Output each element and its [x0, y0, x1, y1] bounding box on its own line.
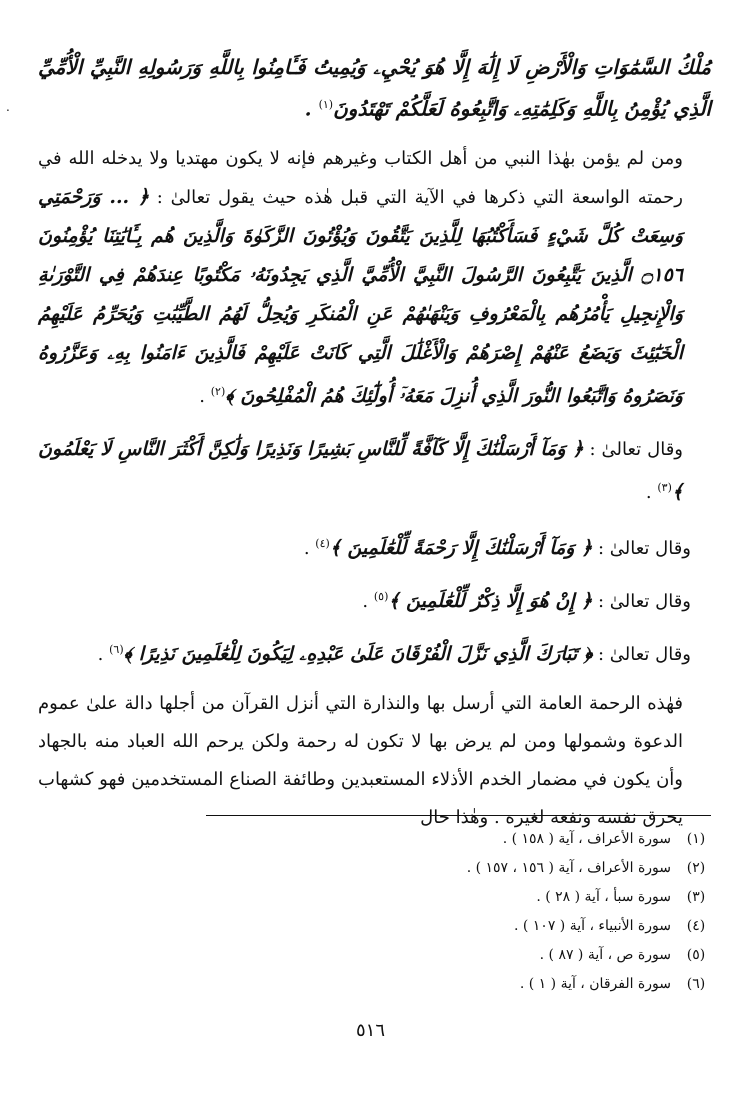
footnote-number: (٦)	[686, 976, 706, 992]
verse-line-6	[38, 632, 711, 673]
paragraph-2-end: .	[645, 481, 658, 503]
footnote-item	[206, 825, 711, 854]
verse-4-lead: وقال تعالىٰ :	[597, 537, 691, 559]
paragraph-1-end: .	[199, 385, 211, 407]
paragraph-2-lead: وقال تعالىٰ :	[589, 438, 683, 460]
quran-quote-4: ﴿ وَمَآ أَرْسَلْنَٰكَ إِلَّا رَحْمَةً لِّلْعَٰلَمِينَ ﴾	[329, 536, 593, 559]
footnote-number: (٣)	[686, 889, 706, 905]
footnote-text: سورة ص ، آية ( ٨٧ ) .	[539, 947, 671, 963]
quran-quote-2: ﴿ وَمَآ أَرْسَلْنَٰكَ إِلَّا كَآفَّةً لِّلنَّاسِ بَشِيرًا وَنَذِيرًا وَلَٰكِنَّ أَكْثَرَ النَّاسِ لَا يَعْلَمُونَ ﴾	[38, 437, 683, 503]
footnote-ref-5: (٥)	[373, 589, 389, 603]
paragraph-3	[38, 685, 711, 837]
main-text	[38, 48, 711, 837]
footnote-ref-3: (٣)	[657, 480, 672, 494]
footnote-text: سورة سبأ ، آية ( ٢٨ ) .	[536, 889, 671, 905]
footnote-ref-4: (٤)	[315, 536, 330, 550]
footnote-ref-1: (١)	[318, 98, 334, 111]
opening-verse	[38, 48, 711, 128]
footnote-item	[206, 912, 711, 941]
footnote-number: (٢)	[686, 860, 706, 876]
quran-quote-5: ﴿ إِنْ هُوَ إِلَّا ذِكْرٌ لِّلْعَٰلَمِينَ ﴾	[388, 589, 593, 612]
footnote-text: سورة الأعراف ، آية ( ١٥٨ ) .	[502, 831, 671, 847]
footnote-item	[206, 854, 711, 883]
verse-6-end: .	[97, 643, 110, 665]
page-number: ٥١٦	[355, 1020, 385, 1041]
paragraph-1	[38, 140, 711, 416]
footnote-ref-6: (٦)	[109, 642, 124, 656]
verse-line-5	[38, 579, 711, 620]
footnote-text: سورة الأنبياء ، آية ( ١٠٧ ) .	[513, 918, 671, 934]
footnote-number: (٥)	[686, 947, 706, 963]
paragraph-3-text: فهٰذه الرحمة العامة التي أرسل بها والنذارة التي أنزل القرآن من أجلها دالة علىٰ عموم الدعوة وشمولها ومن لم يرض بها لا تكون له رحمة ولكن يرحم الله العباد منه بالجهاد وأن يكون في مضمار الخدم الأذلاء المستعبدين وطائفة الصناع المستخدمين فهو كشهاب يحرق نفسه ونفعه لغيره . وهٰذا حال	[38, 692, 684, 828]
footnote-number: (١)	[686, 831, 706, 847]
margin-mark: .	[6, 100, 10, 114]
verse-line-1: مُلْكُ السَّمَٰوَاتِ وَالْأَرْضِ لَا إِلَٰهَ إِلَّا هُوَ يُحْيِۦ وَيُمِيتُ فَـَٔامِنُوا بِاللَّهِ وَرَسُولِهِ النَّبِيِّ الْأُمِّيِّ	[38, 55, 711, 79]
footnote-item	[206, 883, 711, 912]
footnote-text: سورة الفرقان ، آية ( ١ ) .	[519, 976, 671, 992]
footnote-text: سورة الأعراف ، آية ( ١٥٦ ، ١٥٧ ) .	[466, 860, 671, 876]
verse-5-end: .	[362, 590, 374, 612]
quran-quote-1: ﴿ ... وَرَحْمَتِي وَسِعَتْ كُلَّ شَيْءٍ فَسَأَكْتُبُهَا لِلَّذِينَ يَتَّقُونَ وَيُؤْتُونَ الزَّكَوٰةَ وَالَّذِينَ هُم بِـَٔايَٰتِنَا يُؤْمِنُونَ ۝١٥٦ الَّذِينَ يَتَّبِعُونَ الرَّسُولَ النَّبِيَّ الْأُمِّيَّ الَّذِي يَجِدُونَهُۥ مَكْتُوبًا عِندَهُمْ فِي التَّوْرَىٰةِ وَالْإِنجِيلِ يَأْمُرُهُم بِالْمَعْرُوفِ وَيَنْهَىٰهُمْ عَنِ الْمُنكَرِ وَيُحِلُّ لَهُمُ الطَّيِّبَٰتِ وَيُحَرِّمُ عَلَيْهِمُ الْخَبَٰٓئِثَ وَيَضَعُ عَنْهُمْ إِصْرَهُمْ وَالْأَغْلَٰلَ الَّتِي كَانَتْ عَلَيْهِمْ فَالَّذِينَ ءَامَنُوا بِهِۦ وَعَزَّرُوهُ وَنَصَرُوهُ وَاتَّبَعُوا النُّورَ الَّذِي أُنزِلَ مَعَهُۥٓ أُولَٰٓئِكَ هُمُ الْمُفْلِحُونَ ﴾	[38, 185, 683, 407]
footnote-item	[206, 941, 711, 970]
footnote-item	[206, 970, 711, 999]
footnote-ref-2: (٢)	[210, 384, 226, 398]
verse-line-4	[38, 526, 711, 567]
verse-4-end: .	[303, 537, 316, 559]
verse-end: .	[304, 96, 319, 121]
verse-6-lead: وقال تعالىٰ :	[597, 643, 691, 665]
footnote-number: (٤)	[686, 918, 706, 934]
footnotes-list	[206, 825, 711, 999]
quran-quote-6: ﴿ تَبَارَكَ الَّذِي نَزَّلَ الْفُرْقَانَ عَلَىٰ عَبْدِهِۦ لِيَكُونَ لِلْعَٰلَمِينَ نَذِيرًا ﴾	[123, 642, 593, 665]
paragraph-1-text: ومن لم يؤمن بهٰذا النبي من أهل الكتاب وغيرهم فإنه لا يكون مهتديا ولا يدخله الله في رحمته الواسعة التي ذكرها في الآية التي قبل هٰذه حيث يقول تعالىٰ :	[38, 147, 683, 208]
verse-5-lead: وقال تعالىٰ :	[597, 590, 691, 612]
verse-line-2: الَّذِي يُؤْمِنُ بِاللَّهِ وَكَلِمَٰتِهِۦ وَاتَّبِعُوهُ لَعَلَّكُمْ تَهْتَدُونَ	[333, 96, 711, 121]
paragraph-2	[38, 430, 711, 512]
footnote-divider	[206, 815, 711, 816]
